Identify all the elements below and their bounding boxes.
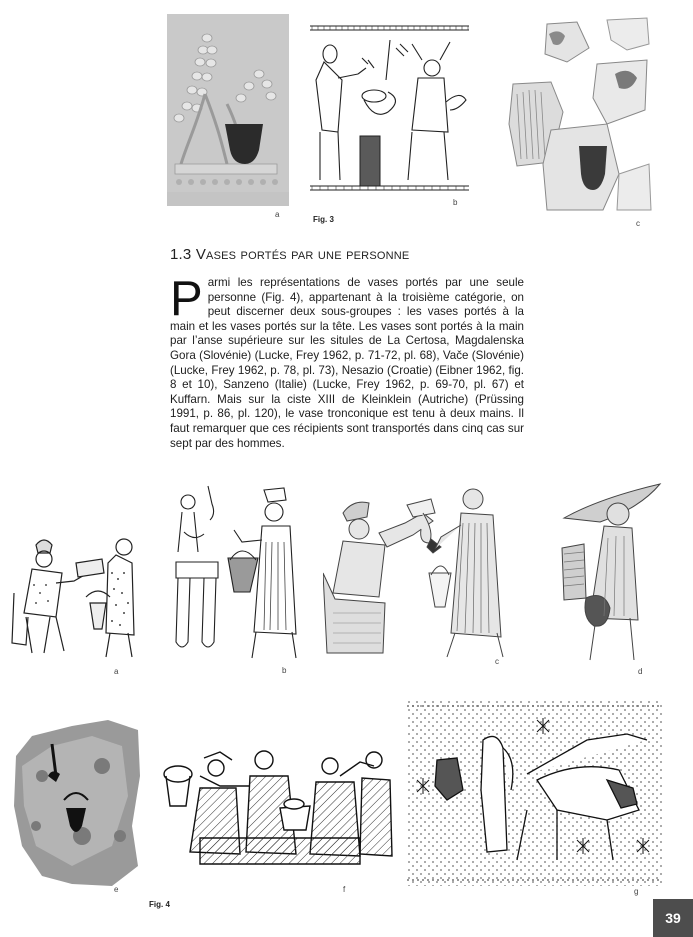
fig3-caption: Fig. 3 (313, 215, 334, 224)
section-number: 1.3 (170, 246, 192, 263)
paragraph-text: armi les représentations de vases portés par une seule personne (Fig. 4), appartenant à la troisième catégorie, on peut discerner deux sous-groupes : les vases portés à la main et les vases portés sur la tête. Les vases sont portés à la main par l’anse supérieure sur les situles de La Certosa, Magdalenska Gora (Slovénie) (Lucke, Frey 1962, p. 71-72, pl. 68), Vače (Slovénie) (Lucke, Frey 1962, p. 78, pl. 73), Nesazio (Croatie) (Eibner 1962, fig. 8 et 10), Sanzeno (Italie) (Lucke, Frey 1962, p. 69-70, pl. 67) et Kuffarn. Mais sur la ciste XIII de Kleinklein (Autriche) (Prüssing 1991, p. 86, pl. 120), le vase tronconique est tenu à deux mains. Il faut remarquer que ces récipients sont transportés dans cinq cas sur sept par des hommes. (170, 276, 524, 450)
fig4-panel-d-drawing (560, 478, 663, 668)
dropcap-letter: P (170, 272, 203, 326)
fig3-letter-a: a (275, 210, 280, 219)
fig4-letter-a: a (114, 667, 119, 676)
fig4-panel-f-drawing (160, 746, 396, 870)
fig4-letter-c: c (495, 657, 499, 666)
page-number: 39 (665, 910, 681, 926)
fig4-letter-d: d (638, 667, 643, 676)
fig4-letter-b: b (282, 666, 287, 675)
section-title: Vases portés par une personne (195, 246, 410, 263)
section-heading (170, 246, 409, 263)
fig3-letter-b: b (453, 198, 458, 207)
fig3-letter-c: c (636, 219, 640, 228)
fig4-letter-g: g (634, 887, 639, 896)
fig4-letter-e: e (114, 885, 119, 894)
fig4-caption: Fig. 4 (149, 900, 170, 909)
body-paragraph (170, 272, 524, 451)
page-number-tab (653, 899, 693, 937)
fig3-panel-a-image (167, 14, 289, 206)
fig4-panel-e-image (12, 716, 142, 890)
fig4-panel-b-drawing (168, 482, 308, 662)
fig3-panel-b-drawing (308, 20, 471, 196)
fig4-panel-c-drawing (323, 483, 523, 658)
fig4-panel-g-drawing (407, 700, 662, 886)
fig4-letter-f: f (343, 885, 346, 894)
fig3-panel-c-image (507, 14, 652, 214)
fig4-panel-a-drawing (6, 533, 146, 663)
